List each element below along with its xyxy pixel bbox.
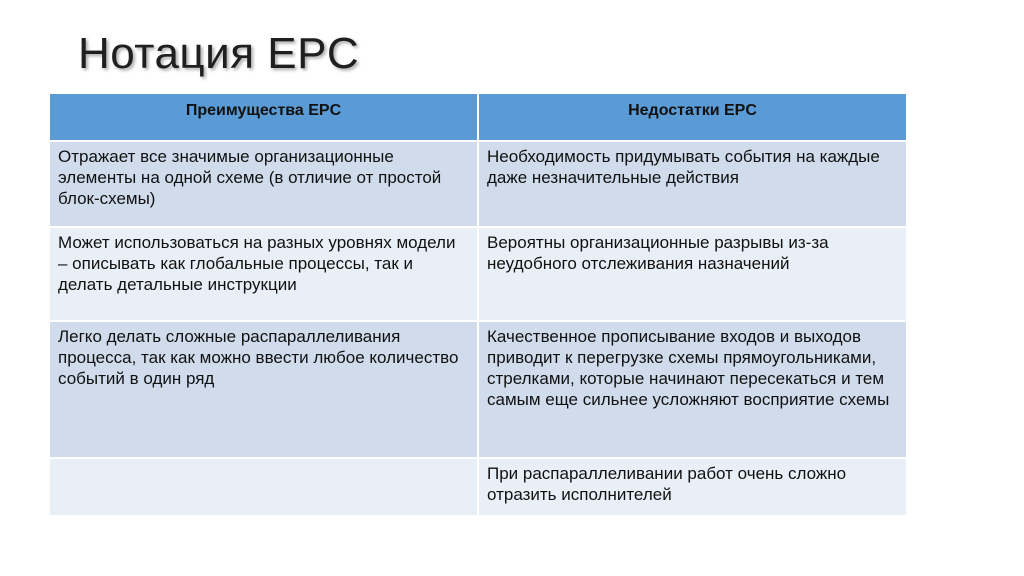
table-row	[49, 141, 907, 227]
advantage-cell: Отражает все значимые организационные элементы на одной схеме (в отличие от простой блок-схемы)	[49, 141, 478, 227]
header-advantages: Преимущества EPC	[49, 93, 478, 141]
table-header-row	[49, 93, 907, 141]
disadvantage-cell: Вероятны организационные разрывы из-за неудобного отслеживания назначений	[478, 227, 907, 321]
advantage-cell	[49, 458, 478, 516]
disadvantage-cell: Качественное прописывание входов и выходов приводит к перегрузке схемы прямоугольниками, стрелками, которые начинают пересекаться и тем самым еще сильнее усложняют восприятие схемы	[478, 321, 907, 458]
comparison-table	[48, 92, 908, 517]
disadvantage-cell: Необходимость придумывать события на каждые даже незначительные действия	[478, 141, 907, 227]
header-disadvantages: Недостатки EPC	[478, 93, 907, 141]
advantage-cell: Легко делать сложные распараллеливания процесса, так как можно ввести любое количество событий в один ряд	[49, 321, 478, 458]
advantage-cell: Может использоваться на разных уровнях модели – описывать как глобальные процессы, так и делать детальные инструкции	[49, 227, 478, 321]
disadvantage-cell: При распараллеливании работ очень сложно отразить исполнителей	[478, 458, 907, 516]
table-row	[49, 227, 907, 321]
table-row	[49, 321, 907, 458]
table-row	[49, 458, 907, 516]
slide-title: Нотация EPC	[78, 29, 360, 78]
